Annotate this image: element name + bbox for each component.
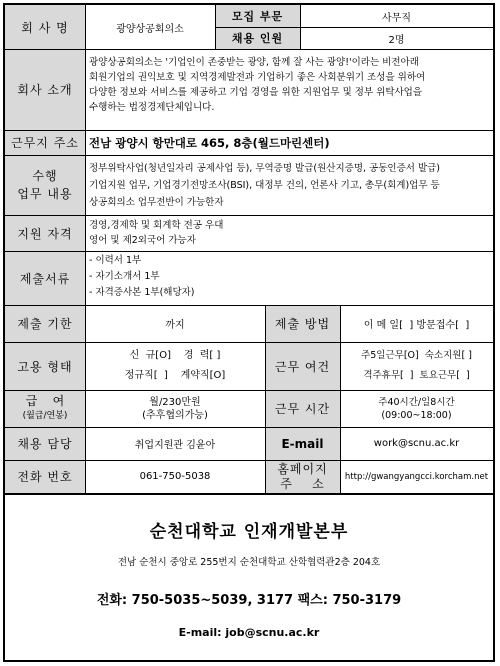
footer-title: 순천대학교 인재개발본부 [149,521,349,542]
employment-options [85,342,265,390]
grid-line [5,155,493,156]
conditions-line: 격주휴무[ ] 토요근무[ ] [363,370,470,381]
conditions-options [340,342,493,390]
duties-line: 기업지원 업무, 기업경기전망조사(BSI), 대정부 건의, 언론사 기고, 총무(회계)업무 등 [89,180,440,191]
duties-label-line: 업무 내용 [17,187,73,201]
footer-phone: 전화: 750-5035~5039, 3177 팩스: 750-3179 [96,592,402,608]
grid-line [5,460,493,461]
grid-line [5,305,493,306]
documents-line: - 이력서 1부 [89,255,142,266]
job-posting-form [3,3,495,662]
qualification-line: 영어 및 제2외국어 가능자 [89,235,196,246]
duties-text [85,155,493,215]
dept-value: 사무직 [382,12,411,24]
intro-line: 광양상공회의소는 '기업인이 존중받는 광양, 함께 잘 사는 광양!'이라는 비전아래 [89,57,419,68]
qualification-label: 지원 자격 [5,215,85,251]
manager-label: 채용 담당 [5,427,85,460]
intro-line: 수행하는 법정경제단체입니다. [89,102,215,113]
qualification-text [85,215,493,251]
grid-line [215,5,216,49]
footer-email[interactable]: E-mail: job@scnu.ac.kr [178,625,320,639]
deadline-label: 제출 기한 [5,305,85,342]
company-label: 회 사 명 [5,5,85,49]
grid-line [5,130,493,131]
grid-line [85,5,86,493]
email-label: E-mail [265,427,340,460]
salary-value [85,390,265,427]
hours-line: 주40시간/일8시간 [378,396,455,408]
location-label: 근무지 주소 [5,130,85,155]
documents-line: - 자격증사본 1부(해당자) [89,287,195,298]
homepage-link[interactable]: http://gwangyangcci.korcham.net [344,471,489,482]
grid-line [265,305,266,493]
deadline-value: 까지 [165,320,185,331]
documents-text [85,251,493,305]
conditions-label: 근무 여건 [265,342,340,390]
employment-line: 신 규[O] 경 력[ ] [129,350,221,361]
grid-line [5,390,493,391]
salary-label-sub: (월급/연봉) [22,410,68,421]
dept-label: 모집 부문 [215,5,300,27]
employment-line: 정규직[ ] 계약직[O] [124,370,226,381]
company-value: 광양상공회의소 [116,23,184,35]
grid-line [5,342,493,343]
grid-line [340,305,341,493]
duties-line: 정부위탁사업(청년일자리 공제사업 등), 무역증명 발급(원산지증명, 공동인증서 발급) [89,163,441,174]
salary-label-line: 급 여 [25,393,65,408]
grid-line [5,215,493,216]
grid-line [300,5,301,49]
employment-label: 고용 형태 [5,342,85,390]
homepage-label [265,460,340,493]
intro-label: 회사 소개 [5,49,85,130]
location-value: 전남 광양시 항만대로 465, 8층(월드마린센터) [89,135,330,150]
intro-text [85,49,493,130]
phone-value: 061-750-5038 [139,471,211,482]
duties-label [5,155,85,215]
duties-label-line: 수행 [32,169,58,183]
manager-value: 취업지원관 김윤아 [134,440,216,451]
grid-line [5,49,493,50]
hire-label: 채용 인원 [215,27,300,49]
salary-label [5,390,85,427]
conditions-line: 주5일근무[O] 숙소지원[ ] [361,350,472,361]
grid-line [5,251,493,252]
documents-line: - 자기소개서 1부 [89,271,160,282]
homepage-label-line: 주 소 [280,476,325,491]
method-value: 이 메 일[ ] 방문접수[ ] [363,320,470,331]
homepage-label-line: 홈페이지 [277,461,328,476]
grid-line [215,27,493,28]
grid-line [5,427,493,428]
hours-value [340,390,493,427]
salary-note: (추후협의가능) [142,409,208,421]
method-label: 제출 방법 [265,305,340,342]
intro-line: 회원기업의 권익보호 및 지역경제발전과 기업하기 좋은 사회분위기 조성을 위하여 [89,72,426,83]
intro-line: 다양한 정보와 서비스를 제공하고 기업 경영을 위한 지원업무 및 정부 위탁사업을 [89,87,423,98]
hours-label: 근무 시간 [265,390,340,427]
hire-value: 2명 [388,34,405,46]
hours-line: (09:00~18:00) [381,409,452,421]
duties-line: 상공회의소 업무전반이 가능한자 [89,197,224,208]
salary-amount: 월/230만원 [149,396,201,408]
qualification-line: 경영,경제학 및 회계학 전공 우대 [89,220,224,231]
documents-label: 제출서류 [5,251,85,305]
email-value[interactable]: work@scnu.ac.kr [373,438,460,449]
grid-line [5,493,493,495]
footer-address: 전남 순천시 중앙로 255번지 순천대학교 산학협력관2층 204호 [117,557,381,568]
phone-label: 전화 번호 [5,460,85,493]
